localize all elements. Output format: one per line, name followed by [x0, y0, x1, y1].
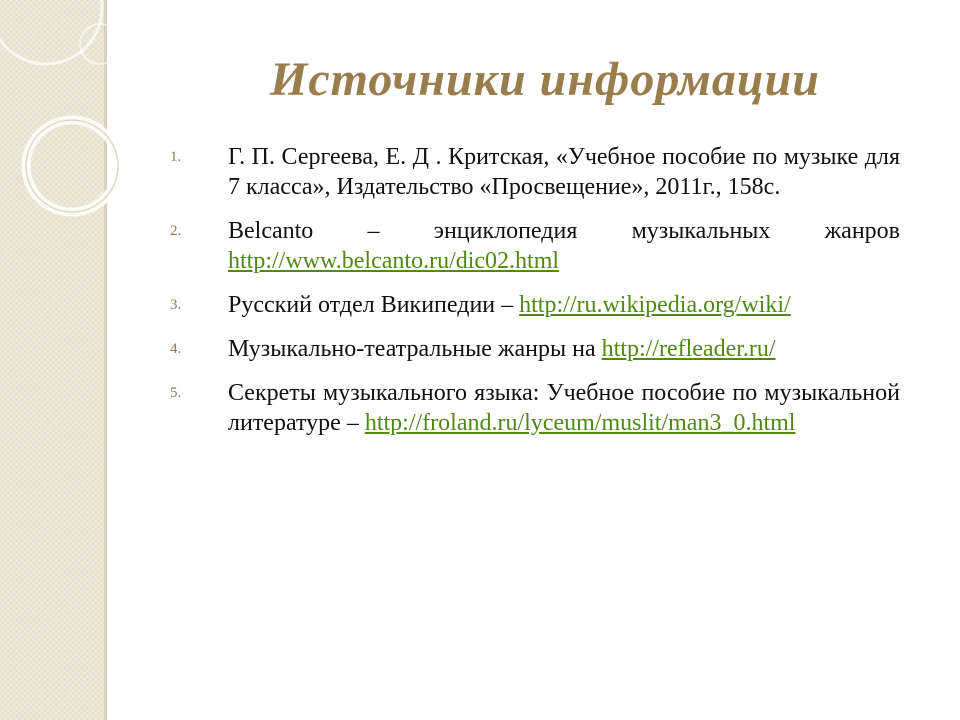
source-item-3 [170, 290, 900, 320]
source-number: 1. [170, 149, 182, 165]
source-item-2 [170, 216, 900, 276]
source-item-4 [170, 334, 900, 364]
decorative-rings-icon [0, 0, 180, 260]
source-number: 2. [170, 223, 182, 239]
source-link-refleader[interactable]: http://refleader.ru/ [601, 336, 776, 362]
slide-title: Источники информации [270, 53, 820, 106]
source-item-5 [170, 378, 900, 438]
source-text: Belcanto – энциклопедия музыкальных жанров [228, 218, 900, 244]
source-number: 5. [170, 385, 182, 401]
source-text: Секреты музыкального языка: Учебное пособие по музыкальной литературе – [228, 380, 900, 436]
source-link-wikipedia[interactable]: http://ru.wikipedia.org/wiki/ [519, 292, 791, 318]
sources-list [170, 142, 900, 452]
source-link-froland[interactable]: http://froland.ru/lyceum/muslit/man3_0.html [364, 410, 796, 436]
source-text: Музыкально-театральные жанры на [228, 336, 602, 362]
source-number: 3. [170, 297, 182, 313]
source-text: Г. П. Сергеева, Е. Д . Критская, «Учебное пособие по музыке для 7 класса», Издательство «Просвещение», 2011г., 158с. [228, 144, 900, 200]
source-link-belcanto[interactable]: http://www.belcanto.ru/dic02.html [228, 248, 560, 274]
source-text: Русский отдел Википедии – [228, 292, 520, 318]
source-item-1 [170, 142, 900, 202]
source-number: 4. [170, 341, 182, 357]
